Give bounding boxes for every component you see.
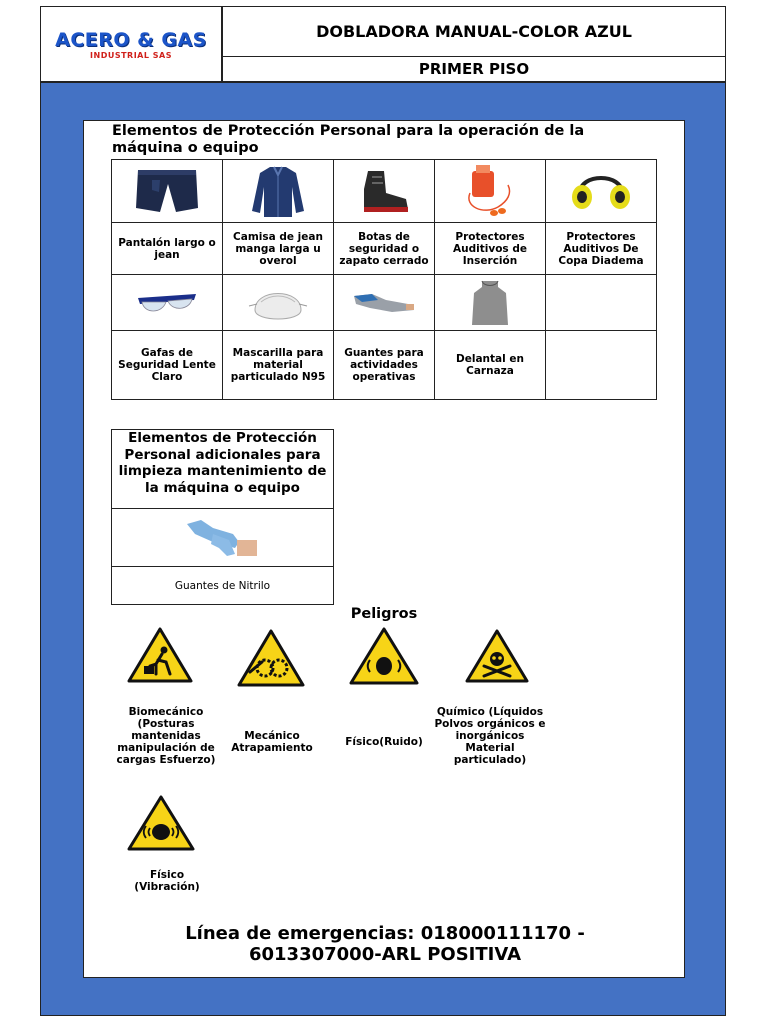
emergency-line: Línea de emergencias: 018000111170 - 6013307000-ARL POSITIVA	[185, 923, 585, 965]
n95-mask-icon	[247, 280, 309, 326]
ppe-image-cell	[112, 160, 223, 223]
ppe-label-cell: Guantes para actividades operativas	[334, 331, 435, 400]
jeans-pants-icon	[132, 166, 202, 216]
hazard-sign	[464, 628, 530, 684]
hazard-sign	[236, 628, 306, 688]
ppe-label-cell: Camisa de jean manga larga u overol	[223, 223, 334, 275]
ppe-label-cell: Protectores Auditivos De Copa Diadema	[546, 223, 657, 275]
hazard-label: Químico (Líquidos Polvos orgánicos e inorgánicos Material particulado)	[434, 706, 546, 766]
ppe-label-cell: Delantal en Carnaza	[435, 331, 546, 400]
ppe-empty-cell	[546, 331, 657, 400]
ppe-label-cell: Botas de seguridad o zapato cerrado	[334, 223, 435, 275]
additional-ppe-box	[111, 429, 334, 605]
safety-boots-icon	[356, 167, 412, 215]
chemical-hazard-icon	[464, 628, 530, 684]
hazard-label: Físico(Ruido)	[345, 736, 423, 748]
additional-ppe-title: Elementos de Protección Personal adicionales para limpieza mantenimiento de la máquina o equipo	[112, 430, 333, 509]
noise-hazard-icon	[348, 626, 420, 686]
ppe-label-cell: Pantalón largo o jean	[112, 223, 223, 275]
company-logo	[40, 6, 222, 82]
nitrile-gloves-icon	[183, 514, 263, 560]
machine-title: DOBLADORA MANUAL-COLOR AZUL	[222, 6, 726, 57]
mechanical-entrapment-hazard-icon	[236, 628, 306, 688]
ppe-table	[111, 159, 657, 400]
ppe-image-cell	[112, 275, 223, 331]
logo-main-text: ACERO & GAS	[55, 28, 207, 51]
biomechanical-hazard-icon	[126, 626, 194, 684]
floor-label: PRIMER PISO	[222, 56, 726, 82]
work-gloves-icon	[352, 288, 416, 318]
ppe-image-cell	[334, 160, 435, 223]
ppe-label-cell: Protectores Auditivos de Inserción	[435, 223, 546, 275]
ppe-image-cell	[546, 160, 657, 223]
hazard-label: Mecánico Atrapamiento	[231, 730, 313, 754]
hazard-label: Biomecánico (Posturas mantenidas manipulación de cargas Esfuerzo)	[116, 706, 216, 766]
jean-shirt-icon	[250, 163, 306, 219]
ppe-label-cell: Mascarilla para material particulado N95	[223, 331, 334, 400]
ppe-empty-cell	[546, 275, 657, 331]
ppe-image-cell	[435, 160, 546, 223]
ppe-image-cell	[223, 160, 334, 223]
hazard-sign	[126, 626, 194, 684]
vibration-hazard-icon	[126, 794, 196, 852]
ppe-label-cell: Gafas de Seguridad Lente Claro	[112, 331, 223, 400]
ppe-image-cell	[435, 275, 546, 331]
hazard-label: Físico (Vibración)	[134, 869, 200, 893]
ppe-image-cell	[334, 275, 435, 331]
earplugs-icon	[464, 163, 516, 219]
ppe-image-cell	[223, 275, 334, 331]
earmuffs-icon	[570, 169, 632, 213]
ppe-section-title: Elementos de Protección Personal para la operación de la máquina o equipo	[112, 123, 585, 156]
hazards-title: Peligros	[350, 606, 418, 622]
hazard-sign	[126, 794, 196, 852]
leather-apron-icon	[470, 279, 510, 327]
safety-glasses-icon	[136, 288, 198, 318]
additional-ppe-image-cell	[112, 508, 333, 567]
additional-ppe-label: Guantes de Nitrilo	[174, 579, 271, 592]
logo-sub-text: INDUSTRIAL SAS	[90, 50, 172, 60]
hazard-sign	[348, 626, 420, 686]
